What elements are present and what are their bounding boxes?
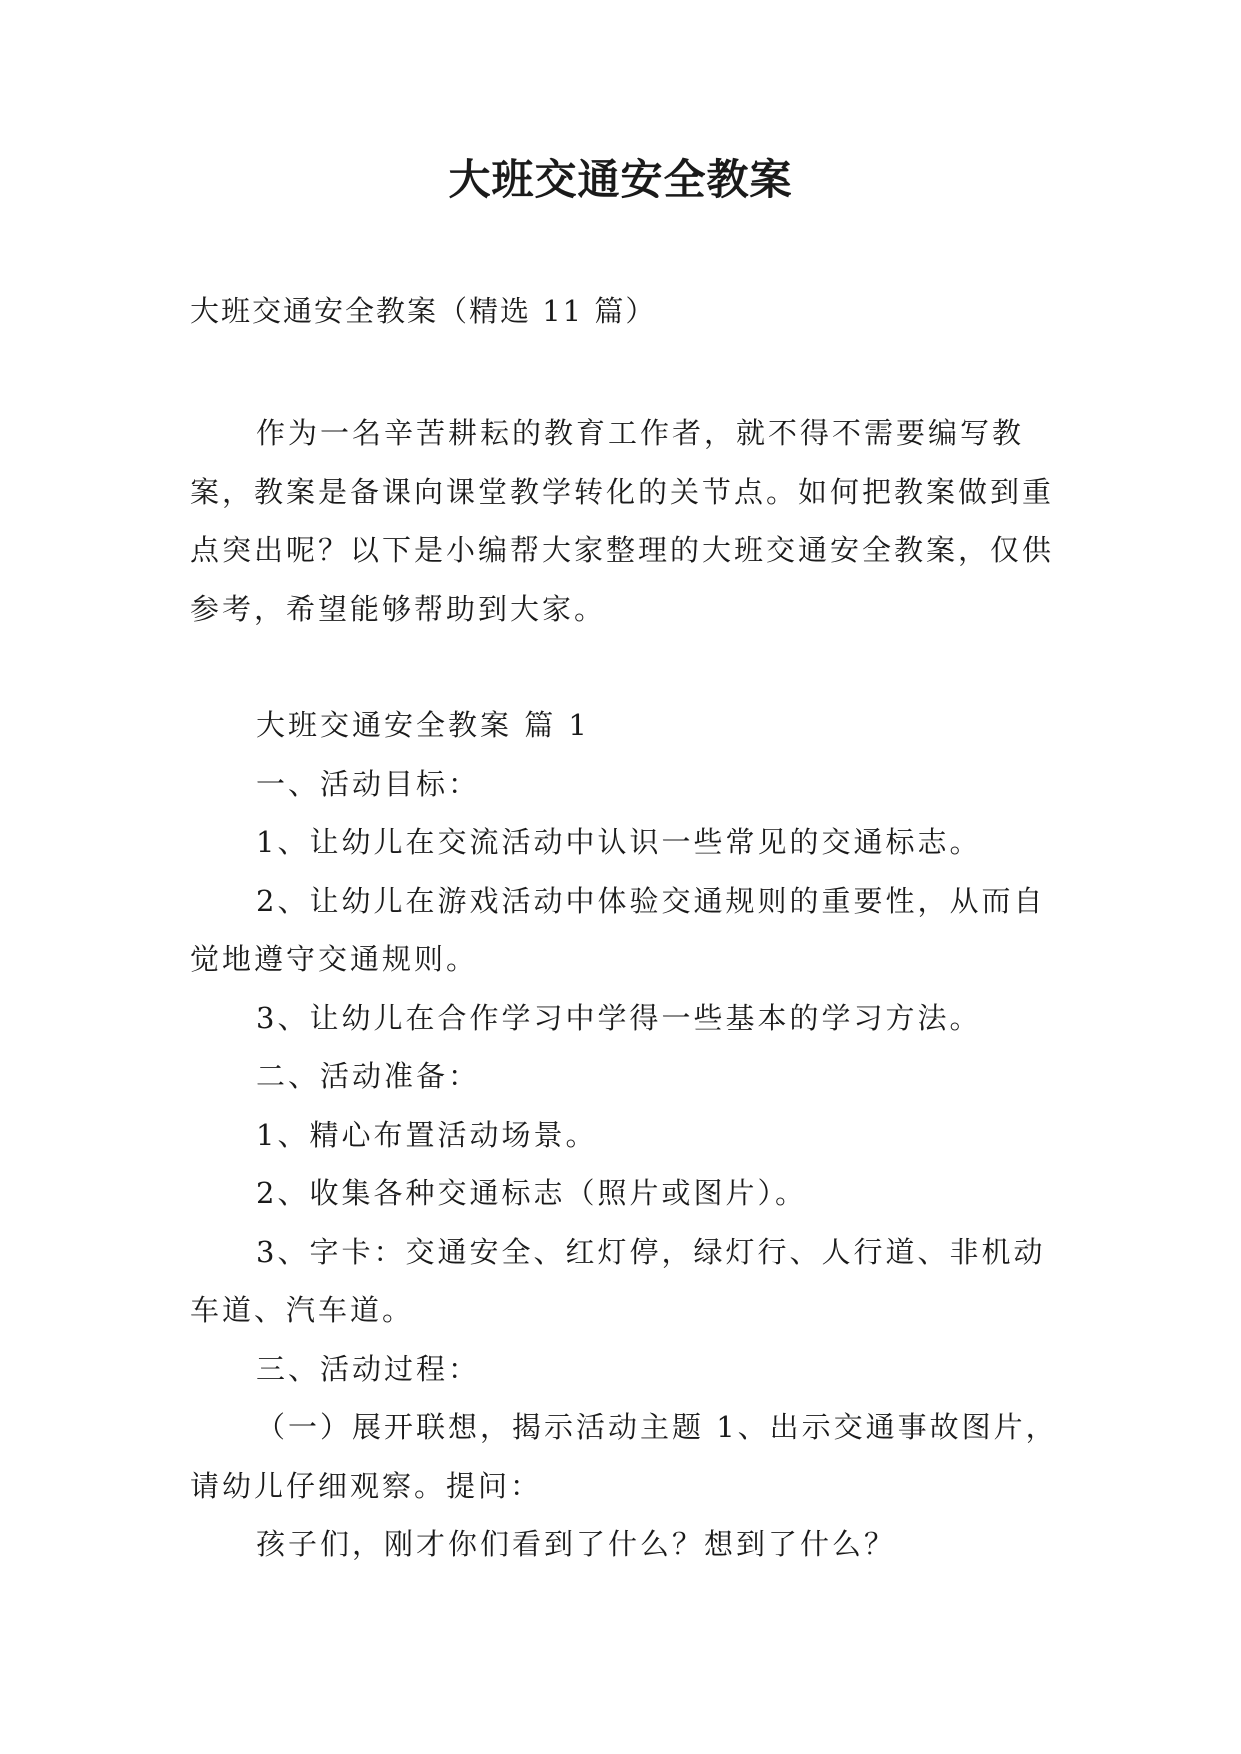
list-item: 孩子们，刚才你们看到了什么？想到了什么？ — [256, 1527, 897, 1561]
list-item: 2、让幼儿在游戏活动中体验交通规则的重要性，从而自觉地遵守交通规则。 — [190, 883, 1046, 976]
document-title: 大班交通安全教案 — [448, 155, 793, 204]
document-subtitle: 大班交通安全教案（精选 11 篇） — [190, 294, 657, 328]
list-item: 2、收集各种交通标志（照片或图片）。 — [256, 1176, 807, 1210]
document-body — [190, 696, 1070, 1574]
list-item: 3、字卡：交通安全、红灯停，绿灯行、人行道、非机动车道、汽车道。 — [190, 1234, 1046, 1327]
list-item: 1、精心布置活动场景。 — [256, 1117, 598, 1152]
list-item: 一、活动目标： — [256, 766, 481, 801]
list-item: 1、让幼儿在交流活动中认识一些常见的交通标志。 — [256, 825, 982, 859]
intro-paragraph: 作为一名辛苦耕耘的教育工作者，就不得不需要编写教案，教案是备课向课堂教学转化的关节点。如何把教案做到重点突出呢？以下是小编帮大家整理的大班交通安全教案，仅供参考，希望能够帮助到大家。 — [190, 416, 1055, 626]
section-heading: 大班交通安全教案 篇 1 — [256, 708, 590, 742]
list-item: 三、活动过程： — [256, 1351, 481, 1386]
list-item: 二、活动准备： — [256, 1059, 481, 1093]
list-item: （一）展开联想，揭示活动主题 1、出示交通事故图片，请幼儿仔细观察。提问： — [190, 1410, 1058, 1503]
list-item: 3、让幼儿在合作学习中学得一些基本的学习方法。 — [256, 1000, 982, 1035]
